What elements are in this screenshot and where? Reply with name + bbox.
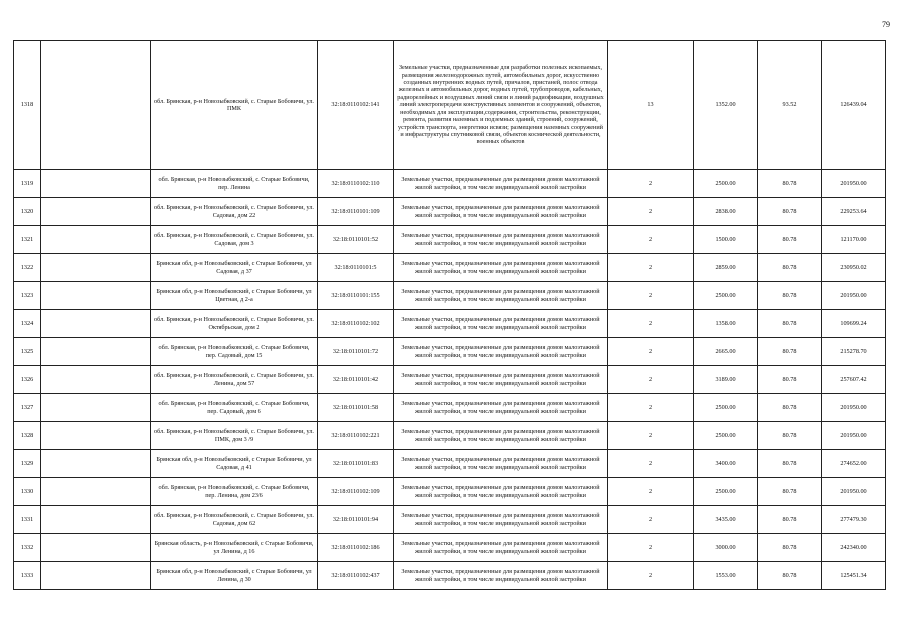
row-address-cell: обл. Брянская, р-н Новозыбковский, с. Старые Бобовичи, ул. ПМК [151,41,318,170]
row-area-cell: 2500.00 [694,422,758,450]
row-id-cell: 1333 [14,562,41,590]
table-row [14,282,886,310]
row-cadastral-number-cell: 32:18:0110102:221 [318,422,394,450]
table-row [14,254,886,282]
row-group-code-cell: 2 [608,254,694,282]
row-land-use-cell: Земельные участки, предназначенные для размещения домов малоэтажной жилой застройки, в том числе индивидуальной жилой застройки [394,254,608,282]
row-land-use-cell: Земельные участки, предназначенные для размещения домов малоэтажной жилой застройки, в том числе индивидуальной жилой застройки [394,282,608,310]
row-address-cell: обл. Брянская, р-н Новозыбковский, с. Старые Бобовичи, пер. Ленина [151,170,318,198]
row-id-cell: 1326 [14,366,41,394]
row-area-cell: 2838.00 [694,198,758,226]
row-id-cell: 1329 [14,450,41,478]
row-cadastral-value-cell: 109699.24 [822,310,886,338]
row-cadastral-value-cell: 274652.00 [822,450,886,478]
row-empty-cell [41,422,151,450]
row-address-cell: Брянская обл, р-н Новозыбковский, с Старые Бобовичи, ул Садовая, д 41 [151,450,318,478]
row-area-cell: 3400.00 [694,450,758,478]
row-area-cell: 2500.00 [694,282,758,310]
row-rate-cell: 80.78 [758,226,822,254]
row-empty-cell [41,170,151,198]
row-cadastral-value-cell: 201950.00 [822,170,886,198]
row-cadastral-value-cell: 201950.00 [822,282,886,310]
row-empty-cell [41,534,151,562]
row-area-cell: 3189.00 [694,366,758,394]
row-id-cell: 1325 [14,338,41,366]
row-address-cell: обл. Брянская, р-н Новозыбковский, с. Старые Бобовичи, ул. Садовая, дом 3 [151,226,318,254]
row-group-code-cell: 2 [608,310,694,338]
row-id-cell: 1328 [14,422,41,450]
row-rate-cell: 80.78 [758,394,822,422]
row-rate-cell: 80.78 [758,170,822,198]
row-rate-cell: 80.78 [758,254,822,282]
row-cadastral-value-cell: 201950.00 [822,394,886,422]
row-address-cell: обл. Брянская, р-н Новозыбковский, с. Старые Бобовичи, ул. Ленина, дом 57 [151,366,318,394]
row-empty-cell [41,41,151,170]
row-address-cell: обл. Брянская, р-н Новозыбковский, с. Старые Бобовичи, ул. Садовая, дом 22 [151,198,318,226]
table-row [14,366,886,394]
row-group-code-cell: 2 [608,394,694,422]
row-address-cell: обл. Брянская, р-н Новозыбковский, с. Старые Бобовичи, пер. Ленина, дом 23/6 [151,478,318,506]
row-cadastral-value-cell: 121170.00 [822,226,886,254]
row-cadastral-number-cell: 32:18:0110101:155 [318,282,394,310]
row-land-use-cell: Земельные участки, предназначенные для размещения домов малоэтажной жилой застройки, в том числе индивидуальной жилой застройки [394,534,608,562]
row-id-cell: 1319 [14,170,41,198]
row-cadastral-value-cell: 277479.30 [822,506,886,534]
row-group-code-cell: 2 [608,198,694,226]
row-group-code-cell: 2 [608,366,694,394]
table-row [14,198,886,226]
row-rate-cell: 80.78 [758,198,822,226]
row-id-cell: 1322 [14,254,41,282]
row-land-use-cell: Земельные участки, предназначенные для размещения домов малоэтажной жилой застройки, в том числе индивидуальной жилой застройки [394,198,608,226]
row-rate-cell: 80.78 [758,534,822,562]
row-rate-cell: 80.78 [758,478,822,506]
row-id-cell: 1320 [14,198,41,226]
row-address-cell: обл. Брянская, р-н Новозыбковский, с. Старые Бобовичи, пер. Садовый, дом 6 [151,394,318,422]
row-rate-cell: 80.78 [758,282,822,310]
row-area-cell: 2859.00 [694,254,758,282]
row-group-code-cell: 2 [608,170,694,198]
row-id-cell: 1321 [14,226,41,254]
row-group-code-cell: 2 [608,338,694,366]
row-cadastral-number-cell: 32:18:0110102:437 [318,562,394,590]
table-row [14,422,886,450]
table-row [14,478,886,506]
row-cadastral-value-cell: 125451.34 [822,562,886,590]
row-id-cell: 1332 [14,534,41,562]
row-cadastral-value-cell: 230950.02 [822,254,886,282]
row-cadastral-number-cell: 32:18:0110101:94 [318,506,394,534]
row-cadastral-number-cell: 32:18:0110102:109 [318,478,394,506]
row-empty-cell [41,198,151,226]
row-address-cell: Брянская область, р-н Новозыбковский, с Старые Бобовичи, ул Ленина, д 16 [151,534,318,562]
row-area-cell: 2500.00 [694,478,758,506]
row-empty-cell [41,478,151,506]
row-area-cell: 1500.00 [694,226,758,254]
table-row [14,338,886,366]
row-address-cell: Брянская обл, р-н Новозыбковский, с Старые Бобовичи, ул Садовая, д 37 [151,254,318,282]
row-cadastral-number-cell: 32:18:0110101:72 [318,338,394,366]
row-address-cell: Брянская обл, р-н Новозыбковский, с Старые Бобовичи, ул Цветная, д 2-а [151,282,318,310]
row-area-cell: 1358.00 [694,310,758,338]
table-row [14,394,886,422]
table-row [14,450,886,478]
row-empty-cell [41,366,151,394]
row-empty-cell [41,226,151,254]
row-land-use-cell: Земельные участки, предназначенные для размещения домов малоэтажной жилой застройки, в том числе индивидуальной жилой застройки [394,226,608,254]
row-area-cell: 2665.00 [694,338,758,366]
row-cadastral-number-cell: 32:18:0110101:42 [318,366,394,394]
row-land-use-cell: Земельные участки, предназначенные для размещения домов малоэтажной жилой застройки, в том числе индивидуальной жилой застройки [394,394,608,422]
row-rate-cell: 80.78 [758,562,822,590]
row-cadastral-number-cell: 32:18:0110102:102 [318,310,394,338]
row-cadastral-number-cell: 32:18:0110102:110 [318,170,394,198]
table-row [14,170,886,198]
row-group-code-cell: 13 [608,41,694,170]
table-row [14,534,886,562]
row-area-cell: 3435.00 [694,506,758,534]
table-row [14,41,886,170]
row-land-use-cell: Земельные участки, предназначенные для размещения домов малоэтажной жилой застройки, в том числе индивидуальной жилой застройки [394,506,608,534]
page-number: 79 [882,20,890,29]
row-rate-cell: 80.78 [758,338,822,366]
row-land-use-cell: Земельные участки, предназначенные для размещения домов малоэтажной жилой застройки, в том числе индивидуальной жилой застройки [394,338,608,366]
row-id-cell: 1318 [14,41,41,170]
row-land-use-cell: Земельные участки, предназначенные для размещения домов малоэтажной жилой застройки, в том числе индивидуальной жилой застройки [394,366,608,394]
row-cadastral-value-cell: 126439.04 [822,41,886,170]
row-empty-cell [41,254,151,282]
row-group-code-cell: 2 [608,226,694,254]
row-cadastral-value-cell: 229253.64 [822,198,886,226]
row-empty-cell [41,450,151,478]
row-cadastral-value-cell: 215278.70 [822,338,886,366]
row-rate-cell: 80.78 [758,506,822,534]
row-empty-cell [41,506,151,534]
row-id-cell: 1327 [14,394,41,422]
row-cadastral-number-cell: 32:18:0110101:5 [318,254,394,282]
row-empty-cell [41,282,151,310]
table-row [14,310,886,338]
table-row [14,562,886,590]
row-cadastral-value-cell: 257607.42 [822,366,886,394]
row-land-use-cell: Земельные участки, предназначенные для размещения домов малоэтажной жилой застройки, в том числе индивидуальной жилой застройки [394,310,608,338]
row-land-use-cell: Земельные участки, предназначенные для размещения домов малоэтажной жилой застройки, в том числе индивидуальной жилой застройки [394,422,608,450]
row-group-code-cell: 2 [608,534,694,562]
row-land-use-cell: Земельные участки, предназначенные для размещения домов малоэтажной жилой застройки, в том числе индивидуальной жилой застройки [394,450,608,478]
row-rate-cell: 80.78 [758,366,822,394]
row-address-cell: обл. Брянская, р-н Новозыбковский, с. Старые Бобовичи, ул. Садовая, дом 62 [151,506,318,534]
row-rate-cell: 80.78 [758,450,822,478]
row-rate-cell: 80.78 [758,422,822,450]
row-land-use-cell: Земельные участки, предназначенные для разработки полезных ископаемых, размещения железнодорожных путей, автомобильных дорог, искусственно созданных внутренних водных путей, причалов, пристаней, полос отвода железных и автомобильных дорог, водных путей, трубопроводов, кабельных, радиорелейных и воздушных линий связи и линий радиофикации, воздушных линий электропередачи конструктивных элементов и сооружений, объектов, необходимых для эксплуатации,содержания, строительства, реконструкции, ремонта, развития наземных и подземных зданий, строений, сооружений, устройств транспорта, энергетики исвязи; размещения наземных сооружений и инфраструктуры спутниковой связи, объектов космической деятельности, военных объектов [394,41,608,170]
row-cadastral-value-cell: 201950.00 [822,478,886,506]
land-registry-table [13,40,886,590]
row-address-cell: обл. Брянская, р-н Новозыбковский, с. Старые Бобовичи, пер. Садовый, дом 15 [151,338,318,366]
row-group-code-cell: 2 [608,506,694,534]
table-row [14,506,886,534]
row-group-code-cell: 2 [608,478,694,506]
row-group-code-cell: 2 [608,422,694,450]
row-area-cell: 2500.00 [694,394,758,422]
row-rate-cell: 80.78 [758,310,822,338]
row-cadastral-number-cell: 32:18:0110101:83 [318,450,394,478]
row-empty-cell [41,310,151,338]
row-area-cell: 1352.00 [694,41,758,170]
row-id-cell: 1324 [14,310,41,338]
row-area-cell: 3000.00 [694,534,758,562]
row-group-code-cell: 2 [608,562,694,590]
row-cadastral-number-cell: 32:18:0110102:186 [318,534,394,562]
row-address-cell: обл. Брянская, р-н Новозыбковский, с. Старые Бобовичи, ул. ПМК, дом 3 /9 [151,422,318,450]
table-body [14,41,886,590]
row-cadastral-number-cell: 32:18:0110102:141 [318,41,394,170]
row-id-cell: 1323 [14,282,41,310]
row-land-use-cell: Земельные участки, предназначенные для размещения домов малоэтажной жилой застройки, в том числе индивидуальной жилой застройки [394,478,608,506]
row-address-cell: обл. Брянская, р-н Новозыбковский, с. Старые Бобовичи, ул. Октябрьская, дом 2 [151,310,318,338]
row-group-code-cell: 2 [608,282,694,310]
row-cadastral-value-cell: 242340.00 [822,534,886,562]
row-land-use-cell: Земельные участки, предназначенные для размещения домов малоэтажной жилой застройки, в том числе индивидуальной жилой застройки [394,170,608,198]
row-id-cell: 1331 [14,506,41,534]
row-area-cell: 2500.00 [694,170,758,198]
row-cadastral-number-cell: 32:18:0110101:109 [318,198,394,226]
row-land-use-cell: Земельные участки, предназначенные для размещения домов малоэтажной жилой застройки, в том числе индивидуальной жилой застройки [394,562,608,590]
row-group-code-cell: 2 [608,450,694,478]
row-cadastral-number-cell: 32:18:0110101:58 [318,394,394,422]
row-cadastral-value-cell: 201950.00 [822,422,886,450]
row-cadastral-number-cell: 32:18:0110101:52 [318,226,394,254]
table-row [14,226,886,254]
row-empty-cell [41,562,151,590]
row-area-cell: 1553.00 [694,562,758,590]
row-empty-cell [41,394,151,422]
row-rate-cell: 93.52 [758,41,822,170]
row-id-cell: 1330 [14,478,41,506]
row-empty-cell [41,338,151,366]
row-address-cell: Брянская обл, р-н Новозыбковский, с Старые Бобовичи, ул Ленина, д 30 [151,562,318,590]
